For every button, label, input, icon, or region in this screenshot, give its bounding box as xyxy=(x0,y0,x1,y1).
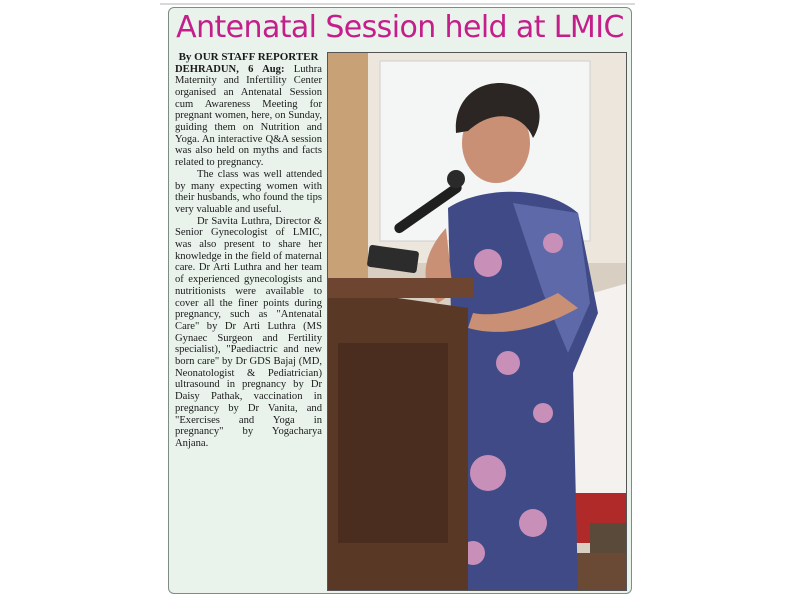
article-column xyxy=(175,52,322,450)
speaker-photo xyxy=(327,52,627,591)
top-rule xyxy=(160,3,635,5)
article-paragraph-2: The class was well attended by many expecting women with their husbands, who found the tips very valuable and useful. xyxy=(175,168,322,215)
headline: Antenatal Session held at LMIC xyxy=(176,10,624,45)
dateline: DEHRADUN, 6 Aug: xyxy=(175,63,285,75)
news-clipping xyxy=(168,7,632,594)
article-paragraph-1 xyxy=(175,64,322,169)
paragraph-text: Luthra Maternity and Infertility Center organised an Antenatal Session cum Awareness Meeting for pregnant women, here, on Sunday, guiding them on Nutrition and Yoga. An interactive Q&A session was also held on myths and facts related to pregnancy. xyxy=(175,63,323,169)
byline: By OUR STAFF REPORTER xyxy=(178,51,319,63)
article-paragraph-3: Dr Savita Luthra, Director & Senior Gynecologist of LMIC, was also present to share her knowledge in the field of maternal care. Dr Arti Luthra and her team of experienced gynecologists and nutritionists were available to cover all the finer points during pregnancy, such as "Antenatal Care" by Dr Arti Luthra (MS Gynaec Surgeon and Fertility specialist), "Paediactric and new born care" by Dr GDS Bajaj (MD, Neonatologist & Pediatrician) ultrasound in pregnancy by Dr Daisy Pathak, vaccination in pregnancy by Dr Vanita, and "Exercises and Yoga in pregnancy" by Yogacharya Anjana. xyxy=(175,215,322,449)
